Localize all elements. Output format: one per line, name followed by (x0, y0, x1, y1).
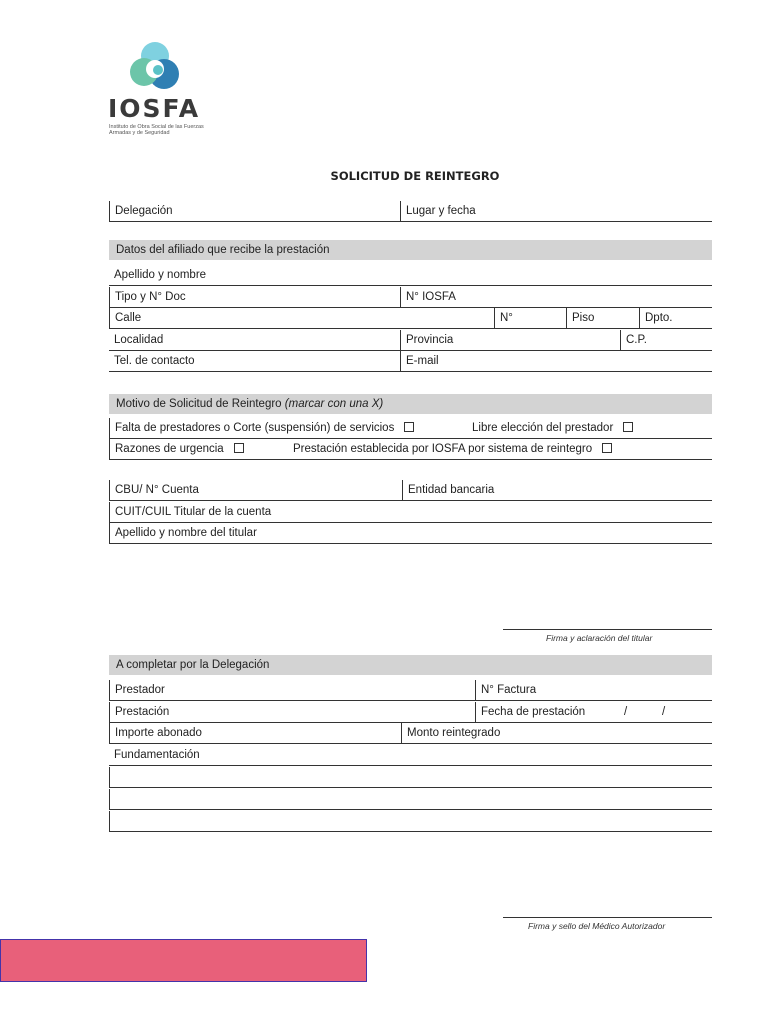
fecha-separator: / (662, 706, 666, 718)
cuit-row (109, 502, 712, 523)
cbu-field[interactable] (109, 480, 400, 500)
localidad-label: Localidad (114, 334, 164, 346)
motivo-option-urgencia[interactable] (109, 439, 275, 459)
domicilio-row (109, 308, 712, 329)
fundamentacion-cell[interactable] (109, 789, 705, 809)
lugar-fecha-label: Lugar y fecha (406, 205, 476, 217)
checkbox[interactable] (234, 443, 244, 453)
header-row (109, 201, 712, 222)
cbu-row (109, 480, 712, 501)
apellido-nombre-label: Apellido y nombre (114, 269, 207, 281)
cuit-field[interactable] (109, 502, 705, 522)
checkbox[interactable] (623, 422, 633, 432)
iosfa-logo (108, 40, 208, 140)
apellido-nombre-row (109, 265, 712, 286)
importe-label: Importe abonado (115, 727, 202, 739)
lugar-fecha-field[interactable] (400, 201, 711, 221)
provincia-field[interactable] (400, 330, 621, 350)
tipo-doc-field[interactable] (109, 287, 400, 307)
nro-factura-field[interactable] (475, 680, 711, 700)
contacto-row (109, 351, 712, 372)
prestador-row (109, 680, 712, 701)
page-title: SOLICITUD DE REINTEGRO (330, 169, 500, 183)
nro-field[interactable] (494, 308, 565, 328)
cp-field[interactable] (620, 330, 712, 350)
fundamentacion-line[interactable] (109, 767, 712, 788)
importe-row (109, 723, 712, 744)
tel-field[interactable] (109, 351, 399, 371)
piso-field[interactable] (566, 308, 638, 328)
nro-factura-label: N° Factura (481, 684, 537, 696)
monto-field[interactable] (401, 723, 711, 743)
highlight-box (0, 939, 367, 982)
motivo-row-1 (109, 418, 712, 439)
delegacion-label: Delegación (115, 205, 173, 217)
nro-label: N° (500, 312, 513, 324)
checkbox[interactable] (602, 443, 612, 453)
motivo-option-1-label: Falta de prestadores o Corte (suspensión) de servicios (115, 422, 395, 434)
motivo-option-4-label: Prestación establecida por IOSFA por sistema de reintegro (293, 443, 593, 455)
firma-medico-caption: Firma y sello del Médico Autorizador (528, 921, 666, 931)
fecha-separator: / (624, 706, 628, 718)
fundamentacion-label: Fundamentación (114, 749, 200, 761)
cuit-label: CUIT/CUIL Titular de la cuenta (115, 506, 272, 518)
firma-titular-line[interactable] (503, 629, 712, 630)
nro-iosfa-label: N° IOSFA (406, 291, 456, 303)
logo-subtitle: Instituto de Obra Social de las Fuerzas Armadas y de Seguridad (109, 124, 204, 136)
fundamentacion-cell[interactable] (109, 811, 705, 831)
fecha-prestacion-label: Fecha de prestación (481, 706, 586, 718)
titular-label: Apellido y nombre del titular (115, 527, 257, 539)
fundamentacion-line[interactable] (109, 811, 712, 832)
motivo-title: Motivo de Solicitud de Reintegro (116, 398, 282, 410)
apellido-nombre-field[interactable] (109, 265, 704, 285)
fundamentacion-cell[interactable] (109, 767, 705, 787)
motivo-hint: (marcar con una X) (284, 398, 384, 410)
checkbox[interactable] (404, 422, 414, 432)
iosfa-logo-icon (108, 40, 208, 96)
delegacion-field[interactable] (109, 201, 400, 221)
firma-medico-line[interactable] (503, 917, 712, 918)
prestador-field[interactable] (109, 680, 475, 700)
fundamentacion-field[interactable] (109, 745, 704, 765)
prestacion-label: Prestación (115, 706, 170, 718)
prestacion-row (109, 702, 712, 723)
motivo-option-3-label: Razones de urgencia (115, 443, 224, 455)
piso-label: Piso (572, 312, 595, 324)
motivo-row-2 (109, 439, 712, 460)
prestador-label: Prestador (115, 684, 165, 696)
delegacion-section-header: A completar por la Delegación (109, 655, 712, 675)
motivo-section-header (109, 394, 712, 414)
logo-wordmark: IOSFA (108, 94, 201, 123)
cbu-label: CBU/ N° Cuenta (115, 484, 199, 496)
motivo-option-libre-eleccion[interactable] (467, 418, 702, 438)
firma-titular-caption: Firma y aclaración del titular (546, 633, 653, 643)
calle-label: Calle (115, 312, 142, 324)
email-field[interactable] (400, 351, 711, 371)
provincia-label: Provincia (406, 334, 454, 346)
motivo-option-sistema-reintegro[interactable] (288, 439, 703, 459)
documento-row (109, 287, 712, 308)
afiliado-section-header: Datos del afiliado que recibe la prestación (109, 240, 712, 260)
entidad-bancaria-label: Entidad bancaria (408, 484, 495, 496)
prestacion-field[interactable] (109, 702, 475, 722)
tel-label: Tel. de contacto (114, 355, 195, 367)
dpto-label: Dpto. (645, 312, 673, 324)
tipo-doc-label: Tipo y N° Doc (115, 291, 186, 303)
cp-label: C.P. (626, 334, 647, 346)
localidad-row (109, 330, 712, 351)
titular-row (109, 523, 712, 544)
email-label: E-mail (406, 355, 439, 367)
localidad-field[interactable] (109, 330, 399, 350)
nro-iosfa-field[interactable] (400, 287, 711, 307)
calle-field[interactable] (109, 308, 493, 328)
monto-label: Monto reintegrado (407, 727, 501, 739)
titular-field[interactable] (109, 523, 705, 543)
dpto-field[interactable] (639, 308, 712, 328)
motivo-option-falta-prestadores[interactable] (109, 418, 455, 438)
fecha-prestacion-field[interactable] (475, 702, 711, 722)
fundamentacion-row (109, 745, 712, 766)
motivo-option-2-label: Libre elección del prestador (472, 422, 614, 434)
entidad-bancaria-field[interactable] (402, 480, 711, 500)
importe-field[interactable] (109, 723, 400, 743)
fundamentacion-line[interactable] (109, 789, 712, 810)
